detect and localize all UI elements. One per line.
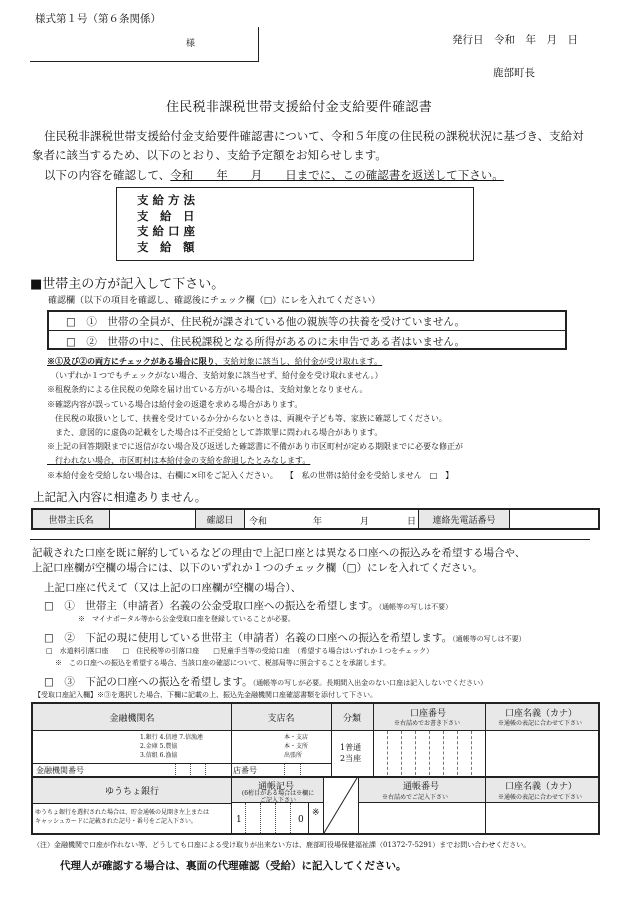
option-2-sub-2: ※ この口座への振込を希望する場合、当該口座の確認について、税部局等に照会することを承諾します。	[55, 659, 391, 667]
era-label: 令和	[249, 517, 268, 527]
digit-divider	[245, 803, 246, 833]
divider	[485, 704, 486, 776]
col-bank-name: 金融機関名	[109, 713, 155, 724]
head-name-input[interactable]	[111, 510, 195, 528]
addressee-box-edge	[258, 27, 259, 61]
digit-divider	[300, 764, 301, 775]
digit-divider	[387, 731, 388, 775]
check-item-2[interactable]: □ ② 世帯の中に、住民税課税となる所得があるのに未申告である者はいません。	[66, 336, 466, 348]
check-item-1[interactable]: □ ① 世帯の全員が、住民税が課されている他の親族等の扶養を受けていません。	[66, 316, 466, 328]
digit-divider	[415, 731, 416, 775]
year-label: 年	[313, 517, 323, 527]
digit-divider	[457, 731, 458, 775]
form-id: 様式第１号（第６条関係）	[35, 13, 161, 25]
note-line: （いずれか１つでもチェックがない場合、支給対象に該当せず、給付金を受け取れません。）	[47, 371, 383, 381]
note-line: 行われない場合、市区町村は本給付金の支給を辞退したとみなします。	[47, 456, 311, 466]
divider	[308, 803, 309, 833]
note-line: ※租税条約による住民税の免除を届け出ている方がいる場合は、支給対象となりません。	[47, 385, 368, 395]
payment-info-labels	[137, 193, 195, 255]
digit-divider	[429, 731, 430, 775]
yucho-last-digit: 0	[298, 815, 304, 825]
digit-divider	[190, 764, 191, 775]
option-2-sub-1[interactable]: □ 水道料引落口座 □ 住民税等の引落口座 □児童手当等の受給口座 （希望する場合はいずれか１つをチェック）	[46, 647, 434, 655]
section-2-intro-2: 上記口座欄が空欄の場合には、以下のいずれか１つのチェック欄（□）にレを入れてください。	[32, 562, 483, 574]
addressee-suffix: 様	[186, 39, 196, 49]
note-line: ※上記の回答期限までに返信がない場合及び返送した確認書に不備があり市区町村が定める期限までに必要な修正が	[47, 442, 463, 452]
footnote: （注）金融機関で口座が作れない等、どうしても口座による受け取りが出来ない方は、鹿部町役場保健福祉課（01372-7-5291）までお問い合わせください。	[33, 841, 531, 849]
divider	[33, 730, 598, 731]
phone-label: 連絡先電話番号	[419, 510, 509, 528]
col-account-note: ※右詰めでお書き下さい	[394, 720, 461, 727]
month-label: 月	[360, 517, 370, 527]
digit-divider	[290, 803, 291, 833]
divider	[244, 510, 245, 528]
digit-divider	[443, 731, 444, 775]
confirm-statement: 上記記入内容に相違ありません。	[33, 490, 207, 504]
digit-divider	[260, 803, 261, 833]
bank-code-label: 金融機関番号	[36, 766, 84, 775]
divider	[109, 510, 110, 528]
yucho-number-note: ※右詰めでご記入下さい	[382, 794, 449, 801]
col-type: 分類	[342, 713, 361, 724]
divider	[33, 803, 231, 804]
digit-divider	[275, 803, 276, 833]
void-cell-slash	[324, 778, 358, 833]
option-1-sub: ※ マイナポータル等から公金受取口座を登録していることが必要。	[78, 615, 295, 623]
note-line: ※本給付金を受給しない場合は、右欄に×印をご記入ください。 【 私の世帯は給付金を受給しません □ 】	[47, 470, 454, 480]
yucho-mark: ※	[312, 808, 320, 818]
option-2[interactable]: □ ② 下記の現に使用している世帯主（申請者）名義の口座への振込を希望します。（通帳等の写しは不要）	[44, 632, 526, 644]
payment-account-label: 支 給 口 座	[137, 224, 196, 238]
proxy-note: 代理人が確認する場合は、裏面の代理確認（受給）に記入してください。	[60, 860, 407, 872]
intro-line-1: 住民税非課税世帯支援給付金支給要件確認書について、令和５年度の住民税の課税状況に基づき、支給対	[44, 129, 584, 143]
issue-date: 発行日 令和 年 月 日	[452, 34, 578, 46]
intro-line-2: 象者に該当するため、以下のとおり、支給予定額をお知らせします。	[32, 148, 387, 162]
yucho-holder-label: 口座名義（カナ）	[505, 782, 578, 792]
col-account-number: 口座番号	[410, 709, 447, 719]
yucho-label: ゆうちょ銀行	[104, 787, 159, 797]
addressee-underline	[30, 61, 259, 62]
payment-date-label: 支 給 日	[137, 208, 195, 223]
branch-type-options[interactable]: 本・支店 本・支所 出張所	[284, 734, 309, 759]
col-branch-name: 支店名	[267, 713, 295, 724]
branch-code-label: 店番号	[233, 766, 257, 775]
note-line: また、意図的に虚偽の記載をした場合は不正受給として詐欺罪に問われる場合があります。	[47, 428, 383, 438]
digit-divider	[471, 731, 472, 775]
page-title: 住民税非課税世帯支援給付金支給要件確認書	[166, 100, 433, 115]
account-type-options[interactable]: 1普通 2当座	[340, 743, 362, 763]
digit-divider	[401, 731, 402, 775]
yucho-holder-input[interactable]	[487, 804, 597, 832]
col-holder: 口座名義（カナ）	[505, 709, 578, 719]
issuer: 鹿部町長	[493, 67, 535, 79]
section-2-intro-1: 記載された口座を既に解約しているなどの理由で上記口座とは異なる口座への振込みを希望する場合や、	[32, 547, 526, 559]
yucho-number-label: 通帳番号	[403, 782, 440, 792]
divider	[33, 763, 331, 764]
payment-amount-label: 支 給 額	[137, 239, 195, 254]
divider	[373, 704, 374, 776]
yucho-holder-note: ※通帳の表記に合わせて下さい	[498, 794, 583, 801]
note-line: ※①及び②の両方にチェックがある場合に限り、支給対象に該当し、給付金が受け取れます。	[47, 356, 383, 366]
yucho-code-note: (6桁目がある場合は※欄に ご記入下さい	[241, 790, 315, 804]
option-3[interactable]: □ ③ 下記の口座への振込を希望します。（通帳等の写しが必要。長期間入出金のない口座は記入しないでください）	[44, 676, 488, 688]
digit-divider	[284, 764, 285, 775]
col-holder-note: ※通帳の表記に合わせて下さい	[498, 720, 583, 727]
section-divider	[30, 539, 590, 540]
note-line: ※確認内容が誤っている場合は給付金の返還を求める場合があります。	[47, 399, 303, 409]
payment-method-label: 支 給 方 法	[137, 193, 196, 207]
head-name-label: 世帯主氏名	[33, 510, 109, 528]
bank-form-heading: 【受取口座記入欄】※③を選択した場合、下欄に記載の上、振込先金融機関口座確認書類を添付して下さい。	[34, 691, 377, 699]
check-instruction: 確認欄（以下の項目を確認し、確認後にチェック欄（□）にレを入れてください）	[48, 296, 381, 306]
yucho-number-input[interactable]	[360, 804, 484, 832]
yucho-note: ゆうちょ銀行を選択された場合は、貯金通帳の見開き左上または キャッシュカードに記載された記号・番号をご記入下さい。	[35, 809, 210, 825]
option-1[interactable]: □ ① 世帯主（申請者）名義の公金受取口座への振込を希望します。（通帳等の写しは不要）	[44, 600, 453, 612]
section-1-heading: ■世帯主の方が記入して下さい。	[30, 277, 225, 292]
section-2-lead: 上記口座に代えて（又は上記の口座欄が空欄の場合）、	[44, 582, 302, 594]
note-line: 住民税の取扱いとして、扶養を受けているか分からないときは、両親や子ども等、家族に確認してください。	[47, 413, 447, 423]
yucho-first-digit: 1	[236, 815, 242, 825]
confirm-date-label: 確認日	[196, 510, 244, 528]
notes-block	[47, 354, 463, 483]
intro-line-3: 以下の内容を確認して、令和 年 月 日までに、この確認書を返送して下さい。	[44, 168, 504, 182]
yucho-code-label: 通帳記号	[258, 782, 295, 792]
digit-divider	[175, 764, 176, 775]
bank-type-options[interactable]: 1.銀行 4.信連 7.信漁連 2.金庫 5.農協 3.信組 6.漁協	[140, 734, 203, 759]
divider	[359, 802, 598, 803]
phone-input[interactable]	[510, 510, 598, 528]
day-label: 日	[407, 517, 417, 527]
digit-divider	[205, 764, 206, 775]
check-items-divider	[48, 330, 566, 331]
